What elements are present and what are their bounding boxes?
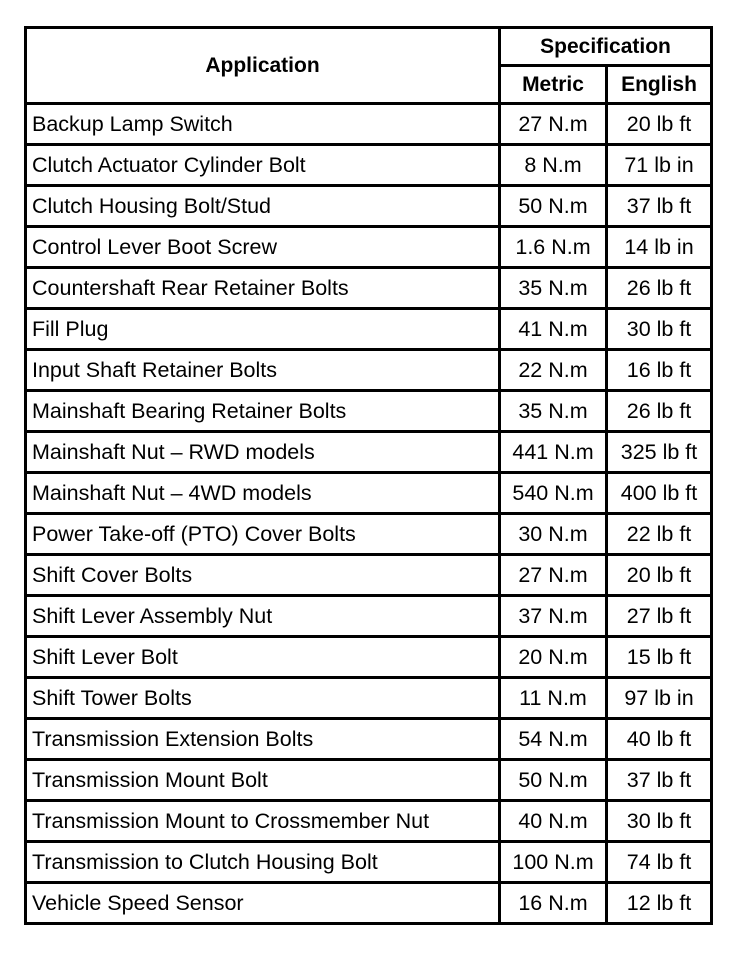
table-row: [26, 309, 712, 350]
application-cell: Transmission Mount to Crossmember Nut: [26, 801, 500, 842]
english-cell: 400 lb ft: [607, 473, 712, 514]
metric-cell: 50 N.m: [500, 760, 607, 801]
table-row: [26, 596, 712, 637]
metric-cell: 30 N.m: [500, 514, 607, 555]
application-cell: Mainshaft Bearing Retainer Bolts: [26, 391, 500, 432]
table-row: [26, 104, 712, 145]
english-cell: 27 lb ft: [607, 596, 712, 637]
application-cell: Control Lever Boot Screw: [26, 227, 500, 268]
table-row: [26, 678, 712, 719]
application-cell: Transmission Extension Bolts: [26, 719, 500, 760]
metric-cell: 35 N.m: [500, 391, 607, 432]
metric-cell: 20 N.m: [500, 637, 607, 678]
table-row: [26, 391, 712, 432]
table-row: [26, 842, 712, 883]
table-row: [26, 514, 712, 555]
specification-header: Specification: [500, 28, 712, 66]
table-row: [26, 268, 712, 309]
application-cell: Shift Cover Bolts: [26, 555, 500, 596]
english-cell: 30 lb ft: [607, 801, 712, 842]
english-cell: 20 lb ft: [607, 104, 712, 145]
application-cell: Backup Lamp Switch: [26, 104, 500, 145]
english-cell: 26 lb ft: [607, 268, 712, 309]
metric-header: Metric: [500, 66, 607, 104]
metric-cell: 100 N.m: [500, 842, 607, 883]
application-cell: Mainshaft Nut – RWD models: [26, 432, 500, 473]
application-cell: Clutch Housing Bolt/Stud: [26, 186, 500, 227]
header-row-top: [26, 28, 712, 66]
application-cell: Power Take-off (PTO) Cover Bolts: [26, 514, 500, 555]
table-row: [26, 350, 712, 391]
metric-cell: 22 N.m: [500, 350, 607, 391]
table-row: [26, 145, 712, 186]
table-body: [26, 104, 712, 924]
application-cell: Countershaft Rear Retainer Bolts: [26, 268, 500, 309]
metric-cell: 37 N.m: [500, 596, 607, 637]
application-cell: Vehicle Speed Sensor: [26, 883, 500, 924]
metric-cell: 41 N.m: [500, 309, 607, 350]
english-cell: 71 lb in: [607, 145, 712, 186]
metric-cell: 8 N.m: [500, 145, 607, 186]
english-cell: 22 lb ft: [607, 514, 712, 555]
english-cell: 26 lb ft: [607, 391, 712, 432]
table-row: [26, 883, 712, 924]
english-cell: 12 lb ft: [607, 883, 712, 924]
english-cell: 16 lb ft: [607, 350, 712, 391]
application-cell: Transmission Mount Bolt: [26, 760, 500, 801]
english-cell: 20 lb ft: [607, 555, 712, 596]
metric-cell: 54 N.m: [500, 719, 607, 760]
metric-cell: 27 N.m: [500, 555, 607, 596]
metric-cell: 16 N.m: [500, 883, 607, 924]
table-row: [26, 186, 712, 227]
english-cell: 14 lb in: [607, 227, 712, 268]
metric-cell: 441 N.m: [500, 432, 607, 473]
table-row: [26, 555, 712, 596]
table-row: [26, 637, 712, 678]
metric-cell: 40 N.m: [500, 801, 607, 842]
torque-spec-table: [24, 26, 713, 925]
application-cell: Clutch Actuator Cylinder Bolt: [26, 145, 500, 186]
table-row: [26, 801, 712, 842]
application-cell: Mainshaft Nut – 4WD models: [26, 473, 500, 514]
metric-cell: 27 N.m: [500, 104, 607, 145]
application-header: Application: [26, 28, 500, 104]
table-header: [26, 28, 712, 104]
metric-cell: 35 N.m: [500, 268, 607, 309]
table-row: [26, 719, 712, 760]
application-cell: Transmission to Clutch Housing Bolt: [26, 842, 500, 883]
english-cell: 325 lb ft: [607, 432, 712, 473]
english-cell: 15 lb ft: [607, 637, 712, 678]
english-cell: 37 lb ft: [607, 760, 712, 801]
application-cell: Fill Plug: [26, 309, 500, 350]
metric-cell: 11 N.m: [500, 678, 607, 719]
table-row: [26, 227, 712, 268]
english-cell: 37 lb ft: [607, 186, 712, 227]
application-cell: Shift Tower Bolts: [26, 678, 500, 719]
english-cell: 40 lb ft: [607, 719, 712, 760]
table-row: [26, 760, 712, 801]
metric-cell: 1.6 N.m: [500, 227, 607, 268]
english-cell: 74 lb ft: [607, 842, 712, 883]
application-cell: Shift Lever Bolt: [26, 637, 500, 678]
metric-cell: 540 N.m: [500, 473, 607, 514]
table-row: [26, 473, 712, 514]
english-cell: 97 lb in: [607, 678, 712, 719]
application-cell: Shift Lever Assembly Nut: [26, 596, 500, 637]
english-cell: 30 lb ft: [607, 309, 712, 350]
application-cell: Input Shaft Retainer Bolts: [26, 350, 500, 391]
table-row: [26, 432, 712, 473]
english-header: English: [607, 66, 712, 104]
metric-cell: 50 N.m: [500, 186, 607, 227]
